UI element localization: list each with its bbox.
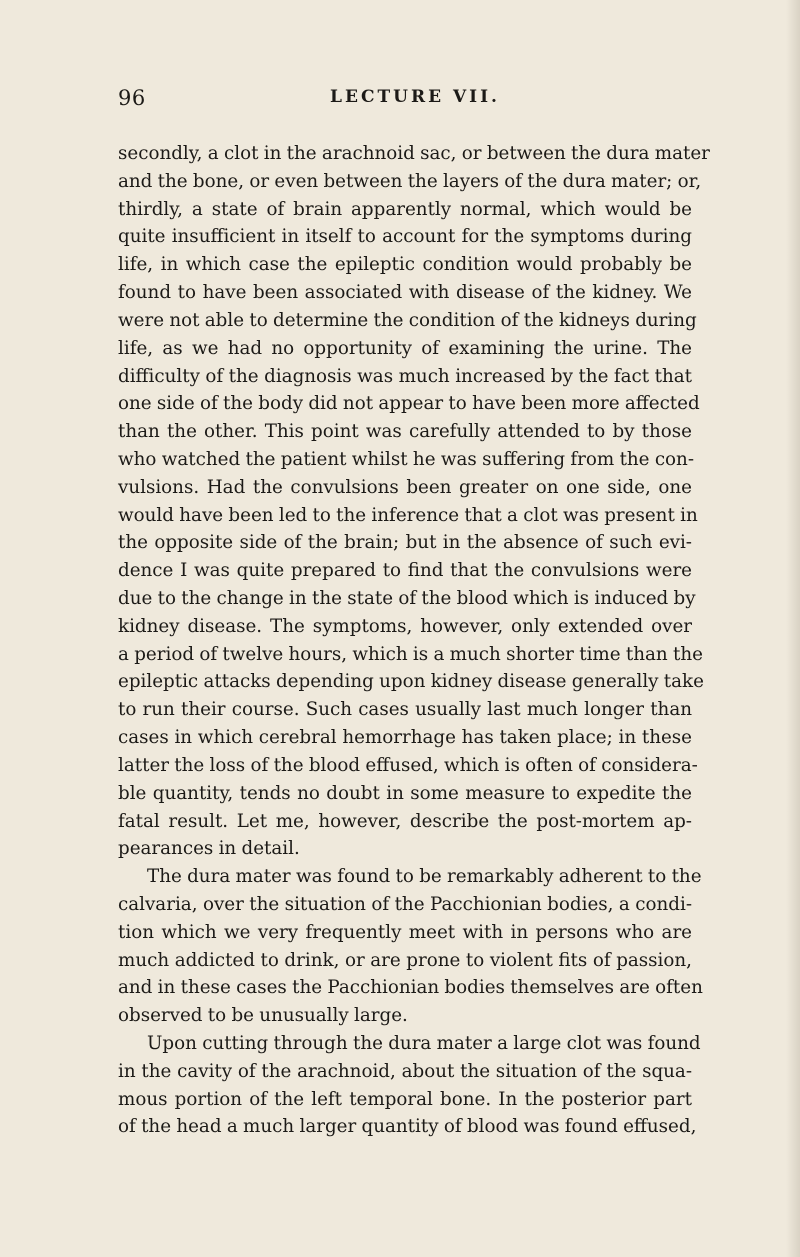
text-line: in the cavity of the arachnoid, about the situation of the squa- xyxy=(118,1060,692,1082)
text-line: due to the change in the state of the blood which is induced by xyxy=(118,588,696,609)
text-line: mous portion of the left temporal bone. In the posterior part xyxy=(118,1088,692,1110)
text-line: were not able to determine the condition of the kidneys during xyxy=(118,309,697,331)
text-line: latter the loss of the blood effused, which is often of considera- xyxy=(118,754,698,776)
text-line: life, as we had no opportunity of examining the urine. The xyxy=(118,337,692,359)
text-line: much addicted to drink, or are prone to violent fits of passion, xyxy=(118,949,692,971)
text-line: who watched the patient whilst he was suffering from the con- xyxy=(118,448,695,470)
text-line: tion which we very frequently meet with in persons who are xyxy=(118,921,692,943)
page-header xyxy=(118,86,692,116)
text-line: The dura mater was found to be remarkably adherent to the xyxy=(147,866,702,888)
text-line: vulsions. Had the convulsions been greater on one side, one xyxy=(118,476,692,498)
text-line: Upon cutting through the dura mater a large clot was found xyxy=(147,1033,701,1054)
text-line: and the bone, or even between the layers of the dura mater; or, xyxy=(118,170,702,192)
text-line: fatal result. Let me, however, describe the post-mortem ap- xyxy=(118,810,692,832)
text-line: would have been led to the inference that a clot was present in xyxy=(118,504,698,526)
text-line: pearances in detail. xyxy=(118,838,300,860)
page-number: 96 xyxy=(118,86,146,110)
text-line: of the head a much larger quantity of blood was found effused, xyxy=(118,1116,697,1138)
body-text xyxy=(118,140,710,1141)
text-line: found to have been associated with disease of the kidney. We xyxy=(118,282,692,304)
text-line: calvaria, over the situation of the Pacchionian bodies, a condi- xyxy=(118,893,692,915)
text-line: epileptic attacks depending upon kidney disease generally take xyxy=(118,671,704,693)
page-edge-shadow xyxy=(786,0,800,1257)
text-line: the opposite side of the brain; but in the absence of such evi- xyxy=(118,532,692,554)
text-line: and in these cases the Pacchionian bodies themselves are often xyxy=(118,977,703,999)
text-line: secondly, a clot in the arachnoid sac, or between the dura mater xyxy=(118,143,710,164)
text-line: cases in which cerebral hemorrhage has taken place; in these xyxy=(118,727,692,749)
text-line: thirdly, a state of brain apparently normal, which would be xyxy=(118,198,692,220)
text-line: quite insufficient in itself to account for the symptoms during xyxy=(118,226,692,248)
text-line: ble quantity, tends no doubt in some measure to expedite the xyxy=(118,782,692,804)
text-line: dence I was quite prepared to find that the convulsions were xyxy=(118,560,692,582)
text-line: than the other. This point was carefully attended to by those xyxy=(118,421,692,443)
text-line: to run their course. Such cases usually last much longer than xyxy=(118,699,692,721)
text-line: kidney disease. The symptoms, however, only extended over xyxy=(118,615,692,637)
text-line: one side of the body did not appear to have been more affected xyxy=(118,393,700,415)
text-line: a period of twelve hours, which is a much shorter time than the xyxy=(118,643,703,665)
text-line: life, in which case the epileptic condition would probably be xyxy=(118,254,692,276)
text-line: observed to be unusually large. xyxy=(118,1005,408,1027)
text-line: difficulty of the diagnosis was much increased by the fact that xyxy=(118,365,692,387)
running-head: LECTURE VII. xyxy=(330,87,500,107)
